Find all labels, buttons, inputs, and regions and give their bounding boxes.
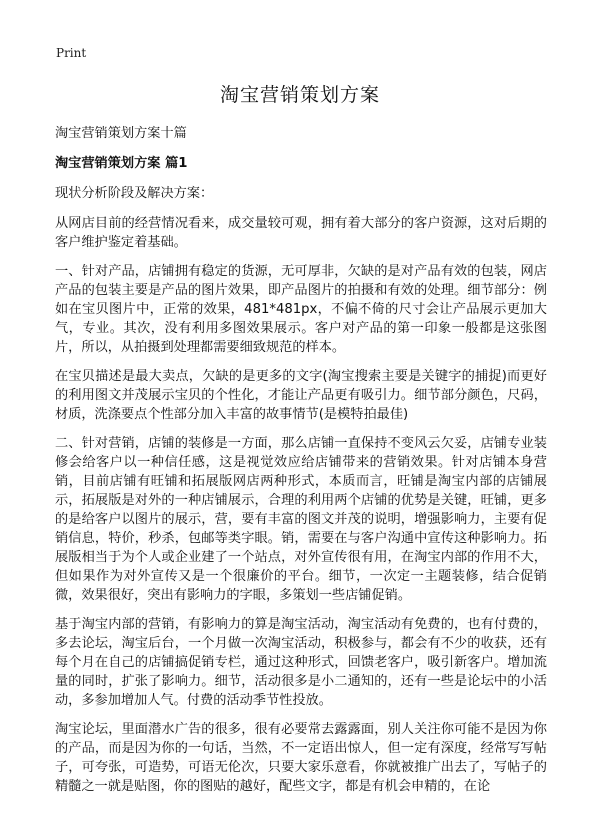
paragraph: 基于淘宝内部的营销，有影响力的算是淘宝活动，淘宝活动有免费的，也有付费的，多去论坛，淘宝后台，一个月做一次淘宝活动，积极参与，都会有不少的收获，还有每个月在自己的店铺搞促销专栏，通过这种形式，回馈老客户，吸引新客户。增加流量的同时，扩张了影响力。细节，活动很多是小二通知的，还有一些是论坛中的小活动，多参加增加人气。付费的活动季节性投放。 (55, 617, 547, 708)
paragraph: 一、针对产品，店铺拥有稳定的货源，无可厚非，欠缺的是对产品有效的包装，网店产品的包装主要是产品的图片效果，即产品图片的拍摄和有效的处理。细节部分：例如在宝贝图片中，正常的效果，481*481px，不偏不倚的尺寸会让产品展示更加大气，专业。其次，没有利用多图效果展示。客户对产品的第一印象一般都是这张图片，所以，从拍摄到处理都需要细致规范的样本。 (55, 264, 547, 355)
intro-line: 现状分析阶段及解决方案： (55, 186, 214, 201)
document-subtitle: 淘宝营销策划方案十篇 (55, 126, 187, 141)
document-title: 淘宝营销策划方案 (219, 84, 380, 106)
paragraph: 在宝贝描述是最大卖点，欠缺的是更多的文字(淘宝搜索主要是关键字的捕捉)而更好的利用图文并茂展示宝贝的个性化，才能让产品更有吸引力。细节部分颜色，尺码，材质，洗涤要点个性部分加入丰富的故事情节(是模特拍最佳) (55, 369, 547, 422)
print-link[interactable]: Print (56, 46, 87, 60)
paragraph: 淘宝论坛，里面潜水广告的很多，很有必要常去露露面，别人关注你可能不是因为你的产品，而是因为你的一句话，当然，不一定语出惊人，但一定有深度，经常写写帖子，可夸张，可造势，可语无伦次，只要大家乐意看，你就被推广出去了，写帖子的精髓之一就是贴图，你的图贴的越好，配些文字，都是有机会申精的，在论 (55, 722, 547, 794)
paragraph: 从网店目前的经营情况看来，成交量较可观，拥有着大部分的客户资源，这对后期的客户维护鉴定着基础。 (55, 216, 547, 250)
section-heading: 淘宝营销策划方案 篇1 (55, 156, 188, 171)
paragraph: 二、针对营销，店铺的装修是一方面，那么店铺一直保持不变风云欠妥，店铺专业装修会给客户以一种信任感，这是视觉效应给店铺带来的营销效果。针对店铺本身营销，目前店铺有旺铺和拓展版网店两种形式，本质而言，旺铺是淘宝内部的店铺展示，拓展版是对外的一种店铺展示，合理的利用两个店铺的优势是关键，旺铺，更多的是给客户以图片的展示，营，要有丰富的图文并茂的说明，增强影响力，主要有促销信息，特价，秒杀，包邮等类字眼。销，需要在与客户沟通中宣传这种影响力。拓展版相当于为个人或企业建了一个站点，对外宣传很有用，在淘宝内部的作用不大，但如果作为对外宣传又是一个很廉价的平台。细节，一次定一主题装修，结合促销微，效果很好，突出有影响力的字眼，多策划一些店铺促销。 (55, 436, 547, 603)
document-body (55, 124, 547, 806)
